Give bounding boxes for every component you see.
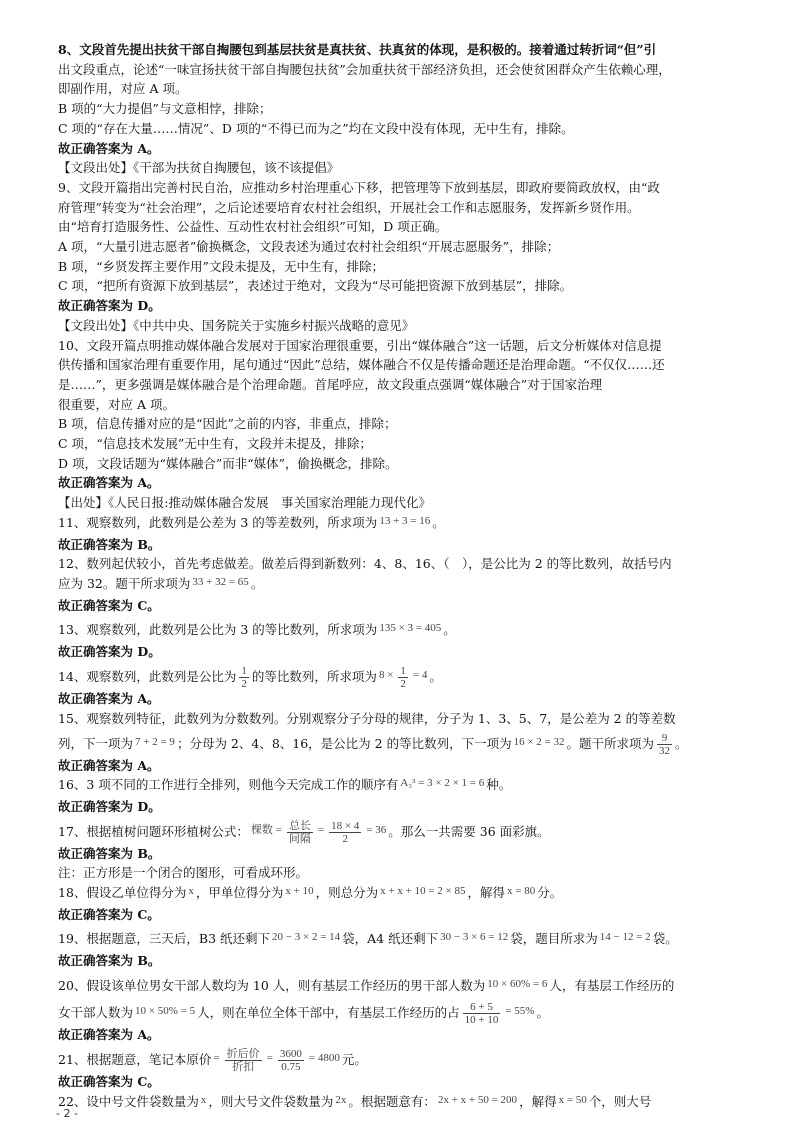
q21-line: 21、根据题意，笔记本原价 = $\frac{\text{折后价}}{\text{折扣}}$ = $\frac{3600}{0.75}$ = 4800 元。 (58, 1047, 367, 1072)
q8-line-2: 出文段重点，论述“一味宣扬扶贫干部自掏腰包扶贫”会加重扶贫干部经济负担，还会使贫困群众产生依赖心理， (58, 61, 671, 77)
q10-line-3: 是……”，更多强调是媒体融合是个治理命题。首尾呼应，故文段重点强调“媒体融合”对于国家治理 (58, 376, 603, 392)
q20-answer: 故正确答案为 A。 (58, 1027, 160, 1043)
q13-line: 13、观察数列，此数列是公比为 3 的等比数列，所求项为 135 × 3 = 405 。 (58, 622, 456, 638)
q10-line-6: C 项，“信息技术发展”无中生有，文段并未提及，排除； (58, 436, 372, 452)
q17-number-fraction: $\frac{18 \times 4}{2}$ (331, 819, 360, 844)
q10-line-5: B 项，信息传播对应的是“因此”之前的内容，非重点，排除； (58, 416, 397, 432)
q16-line: 16、3 项不同的工作进行全排列，则他今天完成工作的顺序有 A₃³ = 3 × 2 × 1 = 6 种。 (58, 777, 512, 793)
q9-line-6: C 项，“把所有资源下放到基层”，表述过于绝对，文段为“尽可能把资源下放到基层”，排除。 (58, 278, 573, 294)
q19-line: 19、根据题意，三天后，B3 纸还剩下 20 − 3 × 2 = 14 袋，A4 纸还剩下 30 − 3 × 6 = 12 袋，题目所求为 14 − 12 = 2 袋。 (58, 931, 678, 947)
q12-formula: 33 + 32 = 65 (192, 575, 249, 588)
q20-fraction: $\frac{6 + 5}{10 + 10}$ (464, 1001, 499, 1026)
q12-line-1: 12、数列起伏较小，首先考虑做差。做差后得到新数列：4、8、16、（ ），是公比为 2 的等比数列，故括号内 (58, 556, 672, 572)
q9-line-5: B 项，“乡贤发挥主要作用”文段未提及，无中生有，排除； (58, 258, 384, 274)
q9-answer: 故正确答案为 D。 (58, 298, 161, 314)
q9-line-2: 府管理”转变为“社会治理”，之后论述要培育农村社会组织，开展社会工作和志愿服务，发挥新乡贤作用。 (58, 199, 640, 215)
q16-answer: 故正确答案为 D。 (58, 798, 161, 814)
q14-ratio-fraction: $\frac{1}{2}$ (241, 665, 247, 690)
q13-answer: 故正确答案为 D。 (58, 644, 161, 660)
q8-line-1: 8、文段首先提出扶贫干部自掏腰包到基层扶贫是真扶贫、扶真贫的体现，是积极的。接着通过转折词“但”引 (58, 42, 657, 57)
q10-line-4: 很重要，对应 A 项。 (58, 396, 175, 412)
q15-fraction: $\frac{9}{32}$ (659, 731, 671, 756)
q20-line-2: 女干部人数为 10 × 50% = 5 人，则在单位全体干部中，有基层工作经历的占 $\frac{6 + 5}{10 + 10}$ = 55% 。 (58, 1001, 549, 1026)
page-number: - 2 - (56, 1107, 78, 1120)
q9-source: 【文段出处】《中共中央、国务院关于实施乡村振兴战略的意见》 (58, 317, 415, 333)
q21-word-fraction: $\frac{\text{折后价}}{\text{折扣}}$ (226, 1047, 260, 1072)
q10-line-7: D 项，文段话题为“媒体融合”而非“媒体”，偷换概念，排除。 (58, 455, 398, 471)
q14-answer: 故正确答案为 A。 (58, 691, 160, 707)
q8-source: 【文段出处】《干部为扶贫自掏腰包，该不该提倡》 (58, 160, 340, 176)
q18-answer: 故正确答案为 C。 (58, 906, 160, 922)
q12-line-2: 应为 32。题干所求项为 33 + 32 = 65 。 (58, 575, 264, 591)
q15-line-2: 列，下一项为 7 + 2 = 9 ；分母为 2、4、8、16，是公比为 2 的等比数列，下一项为 16 × 2 = 32 。题干所求项为 $\frac{9}{32}$ 。 (58, 731, 688, 756)
q17-answer: 故正确答案为 B。 (58, 845, 161, 861)
q14-formula-fraction: $\frac{1}{2}$ (400, 665, 406, 690)
q15-answer: 故正确答案为 A。 (58, 757, 160, 773)
q21-number-fraction: $\frac{3600}{0.75}$ (279, 1047, 302, 1072)
q9-line-4: A 项，“大量引进志愿者”偷换概念，文段表述为通过农村社会组织“开展志愿服务”，排除； (58, 239, 560, 255)
q10-answer: 故正确答案为 A。 (58, 475, 160, 491)
q10-line-1: 10、文段开篇点明推动媒体融合发展对于国家治理很重要，引出“媒体融合”这一话题，后文分析媒体对信息提 (58, 337, 662, 353)
q11-answer: 故正确答案为 B。 (58, 536, 161, 552)
q17-line: 17、根据植树问题环形植树公式： 棵数 = $\frac{\text{总长}}{\text{间隔}}$ = $\frac{18 \times 4}{2}$ = 36 。那么一共需要 36 面彩旗。 (58, 819, 550, 844)
q19-answer: 故正确答案为 B。 (58, 953, 161, 969)
q17-word-fraction: $\frac{\text{总长}}{\text{间隔}}$ (288, 819, 311, 844)
document-body (58, 40, 748, 1113)
q8-answer: 故正确答案为 A。 (58, 140, 160, 156)
q15-line-1: 15、观察数列特征，此数列为分数数列。分别观察分子分母的规律，分子为 1、3、5、7，是公差为 2 的等差数 (58, 710, 676, 726)
q11-formula: 13 + 3 = 16 (379, 514, 431, 527)
q10-line-2: 供传播和国家治理有重要作用，尾句通过“因此”总结，媒体融合不仅是传播命题还是治理命题。“不仅仅……还 (58, 357, 665, 373)
q8-line-5: C 项的“存在大量……情况”、D 项的“不得已而为之”均在文段中没有体现，无中生有，排除。 (58, 120, 574, 136)
q14-line: 14、观察数列，此数列是公比为 $\frac{1}{2}$ 的等比数列，所求项为 8 × $\frac{1}{2}$ = 4 。 (58, 665, 442, 690)
q20-line-1: 20、假设该单位男女干部人数均为 10 人，则有基层工作经历的男干部人数为 10 × 60% = 6 人，有基层工作经历的 (58, 978, 675, 994)
q8-line-3: 即副作用，对应 A 项。 (58, 81, 188, 97)
q22-line: 22、设中号文件袋数量为 x ，则大号文件袋数量为 2x 。根据题意有： 2x + x + 50 = 200 ，解得 x = 50 个，则大号 (58, 1093, 652, 1109)
q10-source: 【出处】《人民日报:推动媒体融合发展 事关国家治理能力现代化》 (58, 495, 431, 511)
q18-line: 18、假设乙单位得分为 x ，甲单位得分为 x + 10 ，则总分为 x + x + 10 = 2 × 85 ，解得 x = 80 分。 (58, 885, 563, 901)
q16-formula: A₃³ = 3 × 2 × 1 = 6 (400, 777, 485, 790)
q12-answer: 故正确答案为 C。 (58, 597, 160, 613)
q9-line-3: 由“培育打造服务性、公益性、互动性农村社会组织”可知，D 项正确。 (58, 219, 448, 235)
q17-note: 注：正方形是一个闭合的图形，可看成环形。 (58, 865, 309, 881)
q11-line: 11、观察数列，此数列是公差为 3 的等差数列，所求项为 13 + 3 = 16 。 (58, 514, 445, 530)
q21-answer: 故正确答案为 C。 (58, 1073, 160, 1089)
q13-formula: 135 × 3 = 405 (379, 622, 442, 635)
q9-line-1: 9、文段开篇指出完善村民自治，应推动乡村治理重心下移，把管理等下放到基层，即政府要简政放权，由“政 (58, 179, 660, 195)
q8-line-4: B 项的“大力提倡”与文意相悖，排除； (58, 101, 272, 117)
